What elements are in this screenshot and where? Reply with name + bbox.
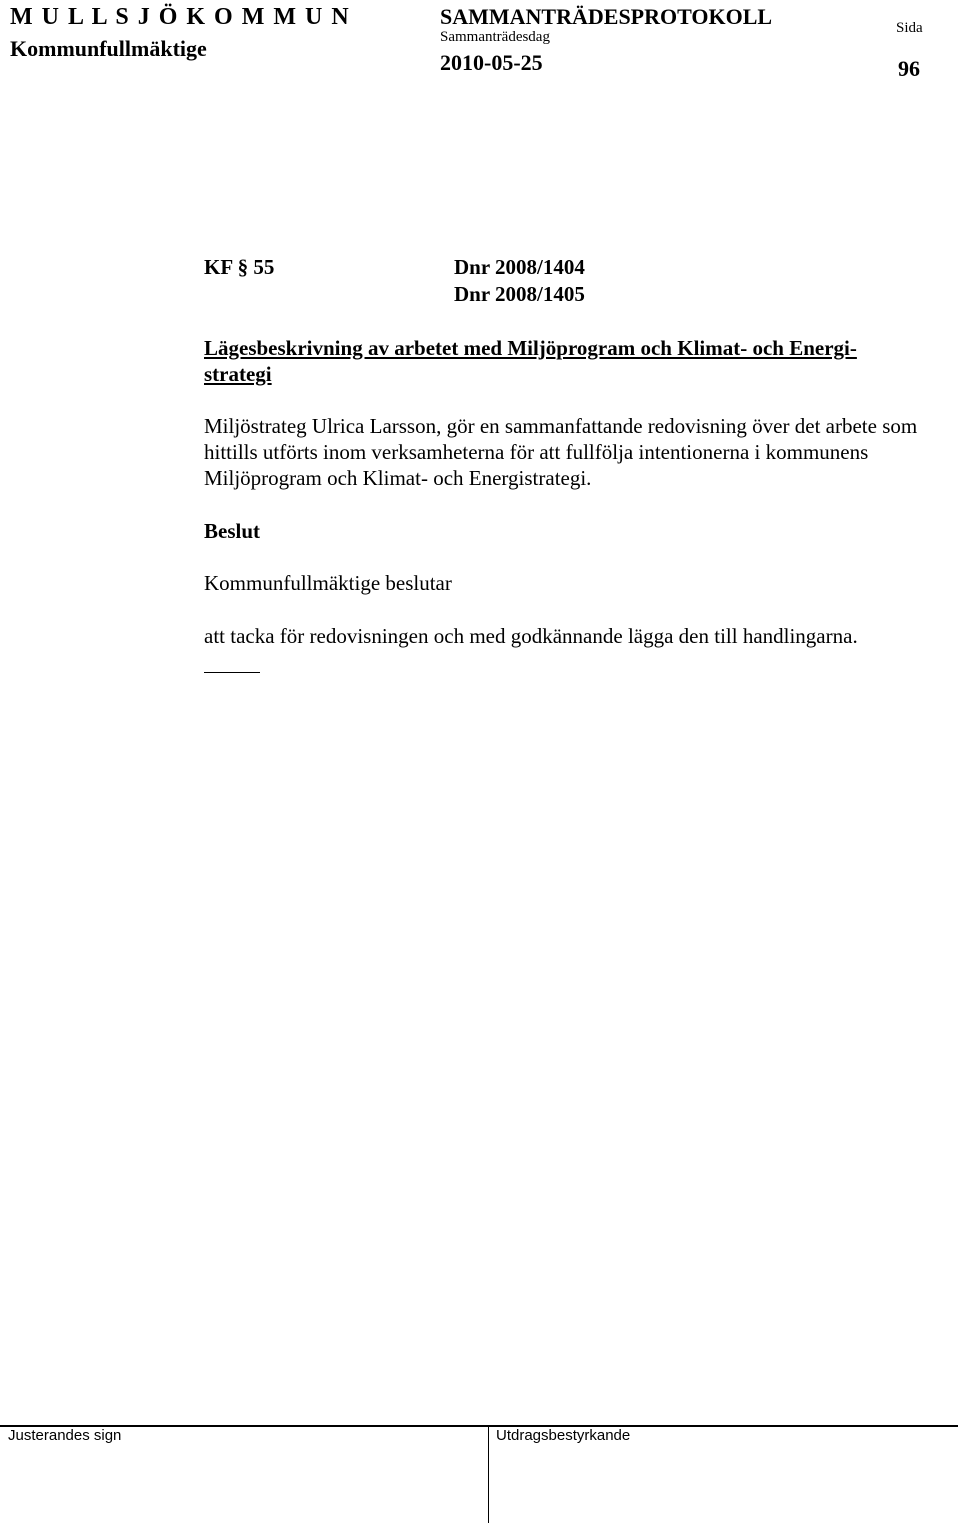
document-type: SAMMANTRÄDESPROTOKOLL [440, 4, 773, 29]
page-label: Sida [896, 20, 923, 36]
decision-text: att tacka för redovisningen och med godkännande lägga den till handlingarna. [204, 624, 858, 648]
footer-column-divider [488, 1425, 489, 1523]
end-rule [204, 672, 260, 673]
footer-sign-label: Justerandes sign [8, 1427, 122, 1444]
date-label: Sammanträdesdag [440, 29, 550, 45]
decider-line: Kommunfullmäktige beslutar [204, 571, 452, 595]
description-paragraph: Miljöstrateg Ulrica Larsson, gör en sammanfattande redovisning över det arbete som hittills utförts inom verksamheterna för att fullfölja intentionerna i kommunens Miljöprogram och Klimat- och Energistrategi. [204, 414, 918, 490]
section-heading: Lägesbeskrivning av arbetet med Miljöprogram och Klimat- och Energi-strategi [204, 336, 857, 386]
meeting-date: 2010-05-25 [440, 50, 543, 75]
governing-body: Kommunfullmäktige [10, 36, 207, 61]
footer-certify-label: Utdragsbestyrkande [496, 1427, 631, 1444]
page-number: 96 [898, 56, 920, 81]
organization-name: M U L L S J Ö K O M M U N [10, 4, 351, 30]
decision-heading: Beslut [204, 519, 261, 543]
footer-divider [0, 1425, 958, 1427]
paragraph-id: KF § 55 [204, 255, 275, 279]
dnr-2: Dnr 2008/1405 [454, 282, 585, 306]
dnr-1: Dnr 2008/1404 [454, 255, 585, 279]
